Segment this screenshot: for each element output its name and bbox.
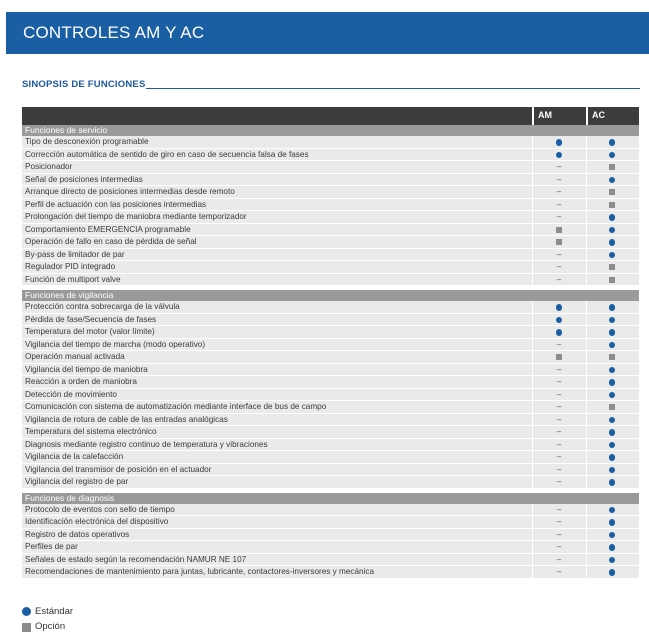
standard-dot-icon [609,239,616,246]
column-separator [586,136,587,148]
table-row [22,439,639,452]
cell-am [552,211,566,223]
column-separator [586,516,587,528]
option-square-icon [22,623,31,632]
row-label: Perfiles de par [25,542,78,551]
column-separator [586,199,587,211]
column-separator [586,426,587,438]
cell-ac [605,199,619,211]
cell-ac [605,249,619,261]
table-row [22,174,639,187]
row-label: Vigilancia del registro de par [25,477,129,486]
table-row [22,274,639,287]
table-row [22,339,639,352]
cell-am [552,149,566,161]
group-header: Funciones de servicio [22,125,639,136]
cell-ac [605,174,619,186]
cell-ac [605,476,619,488]
standard-dot-icon [609,429,616,436]
cell-ac [605,301,619,313]
row-label: Temperatura del sistema electrónico [25,427,157,436]
cell-am [552,351,566,363]
row-label: Identificación electrónica del dispositivo [25,517,169,526]
cell-am [552,199,566,211]
cell-am [552,274,566,286]
column-separator [532,136,533,148]
table-row [22,504,639,517]
cell-ac [605,161,619,173]
table-row [22,314,639,327]
cell-ac [605,451,619,463]
column-separator [532,516,533,528]
cell-am [552,326,566,338]
table-row [22,261,639,274]
column-separator [586,401,587,413]
cell-ac [605,566,619,578]
group-header: Funciones de diagnosis [22,493,639,504]
cell-am [552,339,566,351]
cell-am [552,161,566,173]
standard-dot-icon [556,139,563,146]
column-separator [532,161,533,173]
column-separator [586,301,587,313]
standard-dot-icon [609,227,616,234]
cell-am [552,261,566,273]
not-available-dash: – [556,504,562,514]
cell-am [552,451,566,463]
column-separator [532,504,533,516]
standard-dot-icon [609,152,616,159]
row-label: Tipo de desconexión programable [25,137,149,146]
row-label: Vigilancia del tiempo de marcha (modo operativo) [25,339,206,349]
row-label: Perfil de actuación con las posiciones intermedias [25,199,207,209]
cell-am [552,541,566,553]
row-label: Corrección automática de sentido de giro en caso de secuencia falsa de fases [25,149,309,159]
row-label: Operación de fallo en caso de pérdida de señal [25,237,197,246]
legend-option [22,619,73,634]
table-row [22,236,639,249]
not-available-dash: – [556,529,562,539]
row-label: By-pass de limitador de par [25,249,125,259]
column-separator [532,301,533,313]
row-label: Arranque directo de posiciones intermedias desde remoto [25,187,235,196]
column-separator [532,224,533,236]
column-separator [586,439,587,451]
cell-am [552,464,566,476]
table-row [22,541,639,554]
column-separator [532,414,533,426]
cell-ac [605,314,619,326]
cell-ac [605,364,619,376]
row-label: Vigilancia del transmisor de posición en el actuador [25,464,212,474]
cell-am [552,236,566,248]
standard-dot-icon [609,569,616,576]
cell-ac [605,186,619,198]
column-separator [532,426,533,438]
standard-dot-icon [556,152,563,159]
column-separator [586,554,587,566]
cell-ac [605,339,619,351]
row-label: Regulador PID integrado [25,262,116,271]
cell-ac [605,401,619,413]
option-square-icon [609,189,615,195]
column-separator [586,376,587,388]
not-available-dash: – [556,554,562,564]
column-separator [586,211,587,223]
table-row [22,464,639,477]
row-label: Diagnosis mediante registro continuo de temperatura y vibraciones [25,439,268,449]
row-label: Detección de movimiento [25,389,117,399]
table-row [22,351,639,364]
cell-ac [605,261,619,273]
column-separator [532,401,533,413]
standard-dot-icon [609,139,616,146]
column-separator [586,566,587,578]
cell-am [552,314,566,326]
functions-table [22,107,639,579]
table-row [22,301,639,314]
legend [22,604,73,634]
legend-option-label: Opción [35,621,66,632]
option-square-icon [609,164,615,170]
standard-dot-icon [609,479,616,486]
row-label: Prolongación del tiempo de maniobra mediante temporizador [25,212,247,221]
row-label: Pérdida de fase/Secuencia de fases [25,314,157,324]
row-label: Función de multiport valve [25,274,121,284]
not-available-dash: – [556,427,562,436]
standard-dot-icon [556,304,563,311]
cell-am [552,554,566,566]
column-separator [532,339,533,351]
row-label: Reacción a orden de maniobra [25,377,137,386]
cell-am [552,376,566,388]
option-square-icon [609,202,615,208]
cell-am [552,529,566,541]
column-separator [586,476,587,488]
cell-am [552,414,566,426]
standard-dot-icon [556,329,563,336]
column-separator [532,364,533,376]
not-available-dash: – [556,402,562,411]
table-row [22,136,639,149]
not-available-dash: – [556,212,562,221]
not-available-dash: – [556,262,562,271]
table-row [22,211,639,224]
row-label: Vigilancia de rotura de cable de las entradas analógicas [25,414,228,424]
column-separator [586,414,587,426]
standard-dot-icon [556,317,563,324]
table-body [22,125,639,579]
column-separator [532,464,533,476]
column-separator [586,326,587,338]
standard-dot-icon [609,367,616,374]
standard-dot-icon [609,442,616,449]
column-separator [586,224,587,236]
standard-dot-icon [609,177,616,184]
row-label: Posicionador [25,162,73,171]
column-separator [532,314,533,326]
column-separator [532,439,533,451]
row-label: Recomendaciones de mantenimiento para juntas, lubricante, contactores-inversores y mecánica [25,567,375,576]
column-separator [586,274,587,286]
cell-am [552,224,566,236]
standard-dot-icon [609,532,616,539]
column-separator [586,314,587,326]
column-separator [586,464,587,476]
standard-dot-icon [22,607,31,616]
cell-am [552,476,566,488]
column-separator [586,364,587,376]
cell-ac [605,439,619,451]
row-label: Vigilancia de la calefacción [25,452,124,461]
cell-ac [605,274,619,286]
row-label: Protocolo de eventos con sello de tiempo [25,504,175,514]
column-separator [586,161,587,173]
standard-dot-icon [609,417,616,424]
not-available-dash: – [556,377,562,386]
column-separator [532,529,533,541]
column-separator [532,351,533,363]
standard-dot-icon [609,252,616,259]
header-bar [6,12,649,54]
standard-dot-icon [609,342,616,349]
option-square-icon [609,354,615,360]
option-square-icon [609,264,615,270]
standard-dot-icon [609,379,616,386]
column-separator [586,249,587,261]
not-available-dash: – [556,542,562,551]
standard-dot-icon [609,557,616,564]
standard-dot-icon [609,519,616,526]
column-header-am: AM [538,110,552,120]
row-label: Operación manual activada [25,352,125,361]
cell-am [552,566,566,578]
cell-ac [605,376,619,388]
table-row [22,249,639,262]
column-separator [532,389,533,401]
standard-dot-icon [609,392,616,399]
cell-ac [605,516,619,528]
standard-dot-icon [609,214,616,221]
cell-am [552,516,566,528]
column-separator [586,174,587,186]
not-available-dash: – [556,464,562,474]
cell-ac [605,529,619,541]
not-available-dash: – [556,567,562,576]
cell-ac [605,504,619,516]
column-separator [532,199,533,211]
not-available-dash: – [556,517,562,526]
table-row [22,566,639,579]
standard-dot-icon [609,467,616,474]
cell-ac [605,414,619,426]
not-available-dash: – [556,174,562,184]
not-available-dash: – [556,249,562,259]
cell-ac [605,389,619,401]
table-row [22,161,639,174]
cell-ac [605,211,619,223]
row-label: Señal de posiciones intermedias [25,174,143,184]
table-row [22,186,639,199]
cell-ac [605,426,619,438]
column-separator [586,149,587,161]
page-title: CONTROLES AM Y AC [23,23,205,42]
column-separator [586,339,587,351]
cell-ac [605,541,619,553]
table-row [22,364,639,377]
cell-am [552,186,566,198]
legend-standard-label: Estándar [35,606,74,617]
not-available-dash: – [556,477,562,486]
table-row [22,326,639,339]
not-available-dash: – [556,274,562,284]
cell-am [552,136,566,148]
column-separator [532,174,533,186]
cell-am [552,504,566,516]
column-separator [586,451,587,463]
column-separator [532,451,533,463]
table-row [22,401,639,414]
option-square-icon [609,277,615,283]
column-separator [532,566,533,578]
cell-am [552,249,566,261]
not-available-dash: – [556,162,562,171]
row-label: Comunicación con sistema de automatización mediante interface de bus de campo [25,402,327,411]
column-separator [532,554,533,566]
table-row [22,451,639,464]
cell-ac [605,351,619,363]
column-separator [532,261,533,273]
table-row [22,389,639,402]
column-separator [586,351,587,363]
header-separator [586,107,588,125]
header-separator [532,107,534,125]
column-separator [532,186,533,198]
cell-ac [605,554,619,566]
standard-dot-icon [609,329,616,336]
table-row [22,426,639,439]
not-available-dash: – [556,187,562,196]
row-label: Comportamiento EMERGENCIA programable [25,224,191,234]
cell-ac [605,136,619,148]
cell-ac [605,236,619,248]
table-row [22,554,639,567]
cell-ac [605,326,619,338]
cell-ac [605,149,619,161]
legend-standard [22,604,73,619]
cell-am [552,174,566,186]
table-row [22,516,639,529]
row-label: Protección contra sobrecarga de la válvula [25,302,180,311]
cell-am [552,426,566,438]
column-header-ac: AC [592,110,605,120]
not-available-dash: – [556,339,562,349]
column-separator [532,326,533,338]
not-available-dash: – [556,199,562,209]
column-separator [532,376,533,388]
cell-ac [605,464,619,476]
column-separator [532,211,533,223]
standard-dot-icon [609,317,616,324]
cell-ac [605,224,619,236]
table-row [22,149,639,162]
row-label: Registro de datos operativos [25,529,130,539]
column-separator [532,149,533,161]
column-separator [532,249,533,261]
not-available-dash: – [556,364,562,374]
column-separator [586,236,587,248]
table-row [22,476,639,489]
cell-am [552,401,566,413]
group-header: Funciones de vigilancia [22,290,639,301]
option-square-icon [556,354,562,360]
column-separator [586,541,587,553]
table-row [22,376,639,389]
column-separator [586,389,587,401]
cell-am [552,389,566,401]
row-label: Vigilancia del tiempo de maniobra [25,364,148,374]
column-separator [586,529,587,541]
column-separator [532,236,533,248]
cell-am [552,364,566,376]
column-separator [586,261,587,273]
section-title: SINOPSIS DE FUNCIONES [22,79,146,90]
section-divider [146,88,640,89]
option-square-icon [556,239,562,245]
not-available-dash: – [556,452,562,461]
option-square-icon [556,227,562,233]
table-row [22,199,639,212]
standard-dot-icon [609,304,616,311]
table-row [22,414,639,427]
not-available-dash: – [556,389,562,399]
table-row [22,224,639,237]
column-separator [532,274,533,286]
not-available-dash: – [556,439,562,449]
column-separator [532,476,533,488]
not-available-dash: – [556,414,562,424]
column-separator [532,541,533,553]
row-label: Señales de estado según la recomendación NAMUR NE 107 [25,554,247,564]
table-header [22,107,639,125]
column-separator [586,186,587,198]
standard-dot-icon [609,544,616,551]
table-row [22,529,639,542]
cell-am [552,301,566,313]
cell-am [552,439,566,451]
standard-dot-icon [609,507,616,514]
column-separator [586,504,587,516]
row-label: Temperatura del motor (valor límite) [25,327,155,336]
standard-dot-icon [609,454,616,461]
option-square-icon [609,404,615,410]
